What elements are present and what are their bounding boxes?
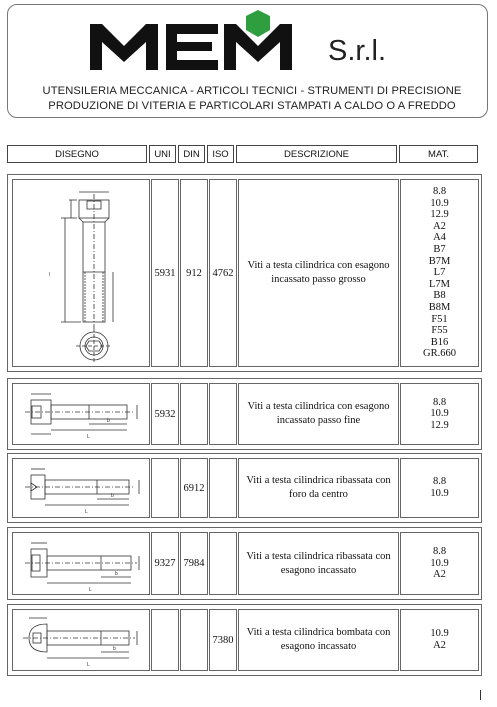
material-item: 8.8 <box>432 396 447 408</box>
uni-cell: 5931 <box>151 179 179 367</box>
material-item: L7 <box>433 267 446 279</box>
material-item: 12.9 <box>430 419 449 431</box>
company-suffix: S.r.l. <box>328 35 387 67</box>
material-item: 8.8 <box>432 476 447 488</box>
svg-text:b: b <box>113 646 116 652</box>
din-cell: 6912 <box>180 458 208 518</box>
material-item: F51 <box>431 313 448 325</box>
drawing-cell <box>12 532 150 595</box>
column-header-material: MAT. <box>399 145 478 163</box>
column-header-iso: ISO <box>207 145 234 163</box>
iso-cell: 7380 <box>209 609 237 671</box>
description-cell: Viti a testa cilindrica con esagono incassato passo grosso <box>238 179 399 367</box>
material-item: A4 <box>433 232 446 244</box>
drawing-cell <box>12 383 150 445</box>
company-header <box>7 4 488 118</box>
material-item: A2 <box>433 640 446 651</box>
description-cell: Viti a testa cilindrica bombata con esagono incassato <box>238 609 399 671</box>
material-item: GR.660 <box>423 348 456 360</box>
material-item: B8M <box>428 301 451 313</box>
description-cell: Viti a testa cilindrica ribassata con foro da centro <box>238 458 399 518</box>
uni-cell <box>151 458 179 518</box>
column-header-uni: UNI <box>149 145 176 163</box>
svg-text:b: b <box>111 493 114 499</box>
product-row <box>7 527 482 600</box>
material-item: B8 <box>433 290 446 302</box>
product-row <box>7 453 482 523</box>
uni-cell: 5932 <box>151 383 179 445</box>
iso-cell <box>209 383 237 445</box>
button-head-socket-drawing <box>17 610 145 670</box>
material-item: 8.8 <box>432 186 447 198</box>
product-row <box>7 174 482 372</box>
mem-logo <box>88 10 298 72</box>
material-item: 10.9 <box>430 197 449 209</box>
drawing-cell <box>12 179 150 367</box>
uni-cell: 9327 <box>151 532 179 595</box>
svg-text:b: b <box>115 570 118 577</box>
iso-cell <box>209 532 237 595</box>
iso-cell: 4762 <box>209 179 237 367</box>
svg-text:L: L <box>87 434 90 440</box>
socket-head-cap-screw-drawing <box>17 180 145 366</box>
material-cell <box>400 383 479 445</box>
product-row <box>7 604 482 676</box>
material-item: A2 <box>433 569 446 581</box>
material-item: 10.9 <box>430 557 449 569</box>
material-cell <box>400 179 479 367</box>
column-header-drawing: DISEGNO <box>7 145 147 163</box>
svg-text:b: b <box>107 418 110 424</box>
material-item: B7M <box>428 255 451 267</box>
material-cell <box>400 458 479 518</box>
drawing-cell <box>12 609 150 671</box>
socket-head-fine-thread-drawing <box>17 384 145 444</box>
page-edge-mark <box>480 690 481 700</box>
material-item: 12.9 <box>430 209 449 221</box>
column-header-row <box>7 145 478 163</box>
din-cell <box>180 383 208 445</box>
svg-text:L: L <box>85 509 88 515</box>
svg-text:L: L <box>87 662 90 668</box>
material-item: F55 <box>431 325 448 337</box>
din-cell: 7984 <box>180 532 208 595</box>
material-item: B16 <box>430 336 449 348</box>
material-item: B7 <box>433 244 446 256</box>
din-cell <box>180 609 208 671</box>
tagline-line-1: UTENSILERIA MECCANICA - ARTICOLI TECNICI - STRUMENTI DI PRECISIONE <box>42 85 462 97</box>
product-row <box>7 378 482 450</box>
iso-cell <box>209 458 237 518</box>
din-cell: 912 <box>180 179 208 367</box>
drawing-cell <box>12 458 150 518</box>
material-item: 10.9 <box>430 488 449 499</box>
material-cell <box>400 532 479 595</box>
uni-cell <box>151 609 179 671</box>
material-cell <box>400 609 479 671</box>
low-head-center-hole-drawing <box>17 459 145 517</box>
material-item: A2 <box>433 220 446 232</box>
material-item: 10.9 <box>430 408 449 420</box>
material-item: L7M <box>429 278 450 290</box>
tagline-line-2: PRODUZIONE DI VITERIA E PARTICOLARI STAMPATI A CALDO O A FREDDO <box>48 100 456 112</box>
column-header-din: DIN <box>178 145 205 163</box>
description-cell: Viti a testa cilindrica ribassata con esagono incassato <box>238 532 399 595</box>
svg-text:l: l <box>49 272 51 278</box>
material-item: 8.8 <box>432 546 447 558</box>
column-header-description: DESCRIZIONE <box>236 145 397 163</box>
material-item: 10.9 <box>430 628 449 640</box>
svg-text:L: L <box>89 586 92 593</box>
low-head-socket-drawing <box>17 533 145 595</box>
description-cell: Viti a testa cilindrica con esagono incassato passo fine <box>238 383 399 445</box>
